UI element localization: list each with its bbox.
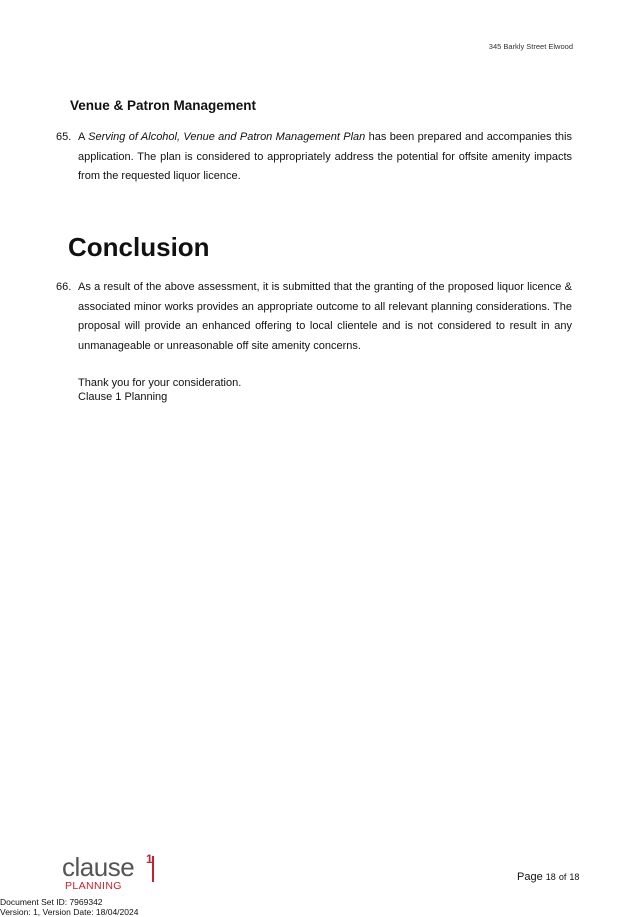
plan-title: Serving of Alcohol, Venue and Patron Management Plan (88, 131, 366, 143)
clause1-planning-logo (62, 854, 158, 894)
paragraph-66 (56, 278, 572, 356)
paragraph-number: 66. (56, 281, 72, 293)
paragraph-number: 65. (56, 131, 72, 143)
paragraph-prefix: A (78, 131, 89, 143)
page-current: 18 (545, 872, 556, 882)
closing-thanks: Thank you for your consideration. (78, 377, 242, 389)
page-number (517, 871, 579, 883)
page-total: 18 (569, 872, 580, 882)
page-of: of (558, 872, 567, 882)
logo-word: clause (62, 852, 135, 882)
closing-block (78, 377, 241, 404)
section-heading-conclusion: Conclusion (68, 232, 210, 262)
header-address: 345 Barkly Street Elwood (488, 42, 573, 51)
paragraph-body (78, 128, 572, 187)
section-heading-venue: Venue & Patron Management (70, 98, 257, 113)
paragraph-65 (56, 128, 572, 187)
page-label: Page (517, 871, 543, 883)
paragraph-suffix: has been prepared and accompanies this application. The plan is considered to appropriately address the potential for offsite amenity impacts from the requested liquor licence. (78, 131, 572, 182)
closing-signoff: Clause 1 Planning (78, 390, 168, 403)
document-set-id: Document Set ID: 7969342 (0, 897, 103, 907)
paragraph-body: As a result of the above assessment, it is submitted that the granting of the proposed liquor licence & associated minor works provides an appropriate outcome to all relevant planning considerations. The proposal will provide an enhanced offering to local clientele and is not considered to result in any unmanageable or unreasonable off site amenity concerns. (78, 281, 572, 352)
logo-subtitle: PLANNING (65, 880, 122, 892)
logo-superscript: 1 (146, 852, 153, 866)
version-line: Version: 1, Version Date: 18/04/2024 (0, 907, 139, 917)
